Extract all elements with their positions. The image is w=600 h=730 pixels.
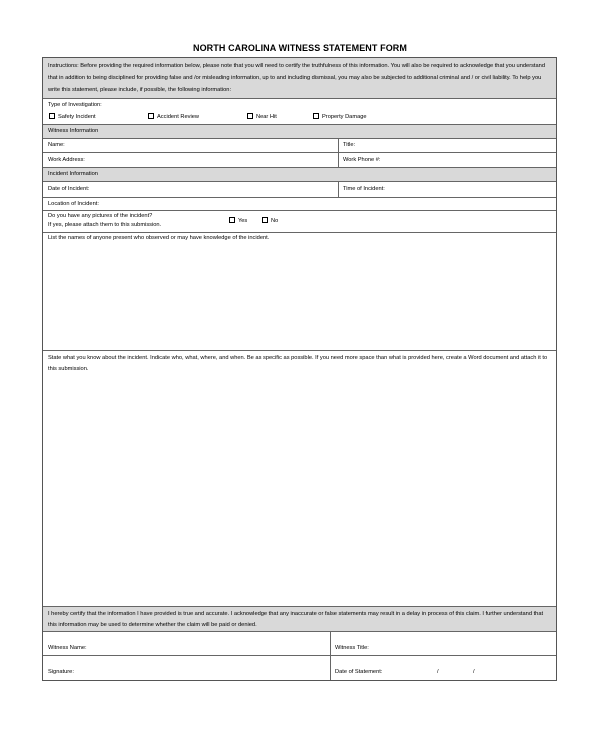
work-phone-field[interactable]: Work Phone #:	[343, 157, 381, 163]
witness-name-title-row	[43, 632, 556, 656]
observers-prompt: List the names of anyone present who observed or may have knowledge of the incident.	[48, 235, 270, 241]
instructions-section	[43, 58, 556, 99]
witness-information-header: Witness Information	[43, 125, 556, 139]
witness-statement-form	[42, 57, 557, 681]
location-of-incident-field[interactable]: Location of Incident:	[48, 201, 99, 207]
checkbox-icon[interactable]	[247, 113, 253, 119]
checkbox-icon[interactable]	[229, 217, 235, 223]
form-title: NORTH CAROLINA WITNESS STATEMENT FORM	[192, 43, 408, 53]
date-of-incident-field[interactable]: Date of Incident:	[48, 186, 90, 192]
incident-information-header: Incident Information	[43, 168, 556, 182]
checkbox-icon[interactable]	[49, 113, 55, 119]
pictures-yes-option[interactable]: Yes	[229, 217, 247, 225]
date-of-statement-field[interactable]: Date of Statement:	[335, 669, 383, 675]
pictures-no-option[interactable]: No	[262, 217, 278, 225]
statement-prompt: State what you know about the incident. Indicate who, what, where, and when. Be as specific as possible. If you need more space than what is provided here, create a Word document and attach it to this submission.	[48, 355, 548, 372]
witness-title-field[interactable]: Witness Title:	[335, 645, 369, 651]
checkbox-icon[interactable]	[262, 217, 268, 223]
name-field[interactable]: Name:	[48, 142, 65, 148]
statement-section[interactable]	[43, 351, 556, 607]
location-row	[43, 198, 556, 211]
certification-section	[43, 607, 556, 632]
option-safety-incident[interactable]: Safety Incident	[49, 113, 96, 121]
time-of-incident-field[interactable]: Time of Incident:	[343, 186, 385, 192]
option-accident-review[interactable]: Accident Review	[148, 113, 199, 121]
pictures-question: Do you have any pictures of the incident?	[48, 213, 153, 219]
checkbox-icon[interactable]	[148, 113, 154, 119]
certification-text: I hereby certify that the information I have provided is true and accurate. I acknowledge that any inaccurate or false statements may result in a delay in process of this claim. I further understand that this information may be used to determine whether the claim will be paid or denied.	[48, 611, 544, 628]
name-title-row	[43, 139, 556, 153]
date-separator: /	[437, 669, 439, 675]
checkbox-icon[interactable]	[313, 113, 319, 119]
date-separator: /	[473, 669, 475, 675]
pictures-row	[43, 211, 556, 233]
witness-name-field[interactable]: Witness Name:	[48, 645, 87, 651]
signature-date-row	[43, 656, 556, 680]
investigation-type-section	[43, 99, 556, 125]
instructions-text: Instructions: Before providing the required information below, please note that you will need to certify the truthfulness of this information. You will also be required to acknowledge that you understand that in addition to being disciplined for providing false and /or misleading information, up to and including dismissal, you may also be subjected to additional criminal and / or civil liability. To help you write this statement, please include, if possible, the following information:	[48, 63, 546, 93]
option-property-damage[interactable]: Property Damage	[313, 113, 367, 121]
option-near-hit[interactable]: Near Hit	[247, 113, 277, 121]
date-time-row	[43, 182, 556, 198]
title-field[interactable]: Title:	[343, 142, 356, 148]
signature-field[interactable]: Signature:	[48, 669, 74, 675]
address-phone-row	[43, 153, 556, 168]
observers-section[interactable]	[43, 233, 556, 351]
work-address-field[interactable]: Work Address:	[48, 157, 85, 163]
pictures-instruction: If yes, please attach them to this submission.	[48, 222, 162, 228]
investigation-type-label: Type of Investigation:	[48, 102, 102, 108]
